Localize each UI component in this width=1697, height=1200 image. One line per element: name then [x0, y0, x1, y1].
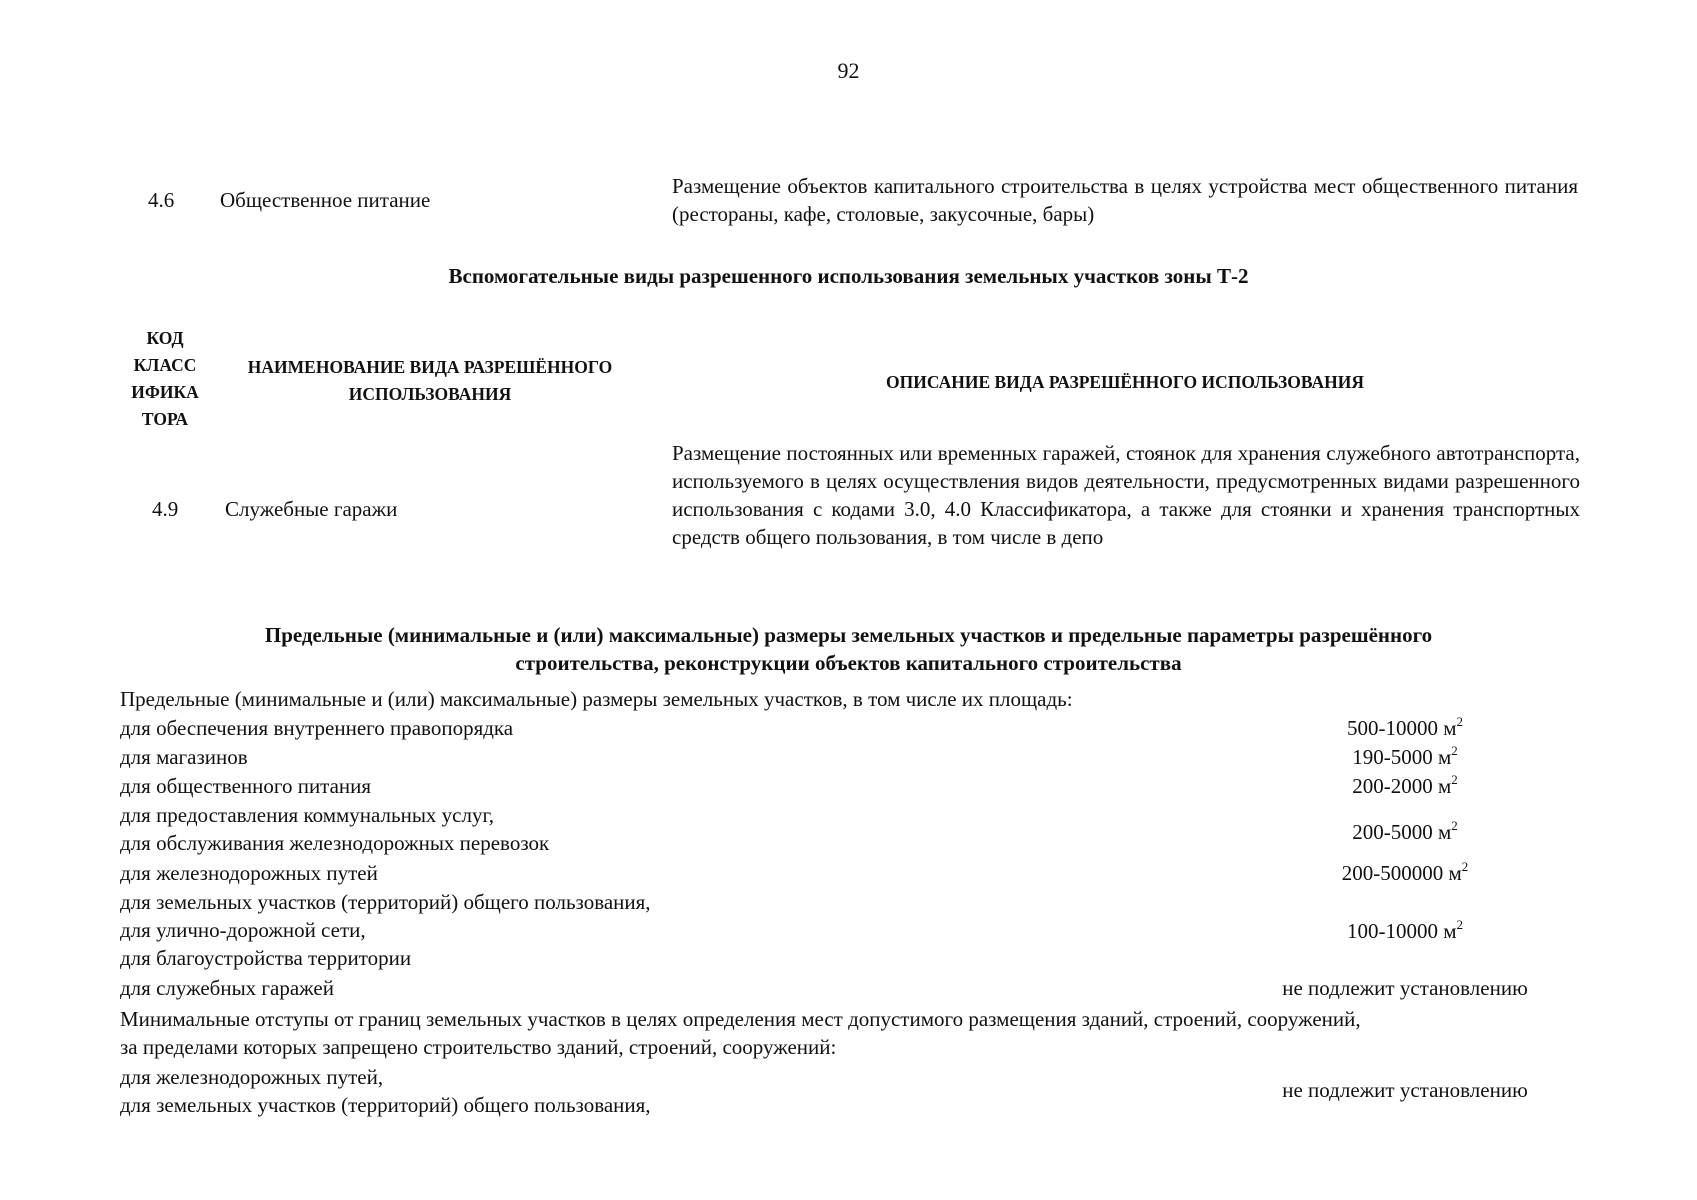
setbacks-label-line: для земельных участков (территорий) общего пользования,	[120, 1093, 651, 1117]
limit-unit: м	[1437, 774, 1452, 798]
limit-value-number: 200-2000	[1352, 774, 1433, 798]
top-row-description: Размещение объектов капитального строительства в целях устройства мест общественного питания (рестораны, кафе, столовые, закусочные, бары)	[672, 174, 1578, 226]
limits-title-line: Предельные (минимальные и (или) максимальные) размеры земельных участков и предельные параметры разрешённого	[264, 623, 1433, 647]
limit-value-number: 200-500000	[1341, 861, 1444, 885]
limit-unit-power: 2	[1456, 714, 1464, 729]
limit-label-line: для железнодорожных путей	[120, 861, 378, 885]
limit-label-line: для обеспечения внутреннего правопорядка	[120, 716, 514, 740]
limits-intro: Предельные (минимальные и (или) максимальные) размеры земельных участков, в том числе их площадь:	[120, 687, 1073, 711]
limit-unit-power: 2	[1456, 917, 1464, 932]
name-header-line: НАИМЕНОВАНИЕ ВИДА РАЗРЕШЁННОГО	[247, 357, 613, 377]
limit-unit-power: 2	[1451, 818, 1458, 833]
limit-label	[120, 743, 1270, 771]
name-header-line: ИСПОЛЬЗОВАНИЯ	[348, 384, 512, 404]
limit-value-number: 500-10000	[1346, 716, 1438, 740]
limit-label-line: для общественного питания	[120, 774, 372, 798]
limit-label	[120, 772, 1270, 800]
limit-value-number: 100-10000	[1346, 919, 1438, 943]
limits-title	[0, 621, 1697, 677]
limit-value	[1255, 743, 1555, 771]
auxiliary-section-title: Вспомогательные виды разрешенного использования земельных участков зоны Т-2	[448, 264, 1249, 288]
page-number: 92	[837, 58, 860, 83]
garages-value: не подлежит установлению	[1282, 976, 1528, 1000]
limits-title-line: строительства, реконструкции объектов капитального строительства	[515, 651, 1182, 675]
limit-value	[1255, 714, 1555, 742]
limit-value-number: 200-5000	[1352, 820, 1433, 844]
aux-row-code: 4.9	[152, 497, 179, 521]
setbacks-intro-line: Минимальные отступы от границ земельных участков в целях определения мест допустимого размещения зданий, строений, сооружений,	[120, 1007, 1361, 1031]
limit-value	[1255, 859, 1555, 887]
limit-label	[120, 801, 1270, 857]
limit-label-line: для обслуживания железнодорожных перевозок	[120, 831, 550, 855]
limit-label-line: для земельных участков (территорий) общего пользования,	[120, 890, 651, 914]
limit-unit: м	[1448, 861, 1462, 885]
setbacks-label	[120, 1063, 1270, 1119]
limit-unit-power: 2	[1451, 743, 1458, 758]
limit-unit: м	[1443, 716, 1457, 740]
limit-value	[1255, 772, 1555, 800]
aux-row-name: Служебные гаражи	[225, 497, 398, 521]
garages-label: для служебных гаражей	[120, 976, 334, 1000]
code-header-line: ИФИКА	[131, 382, 199, 402]
limit-value	[1255, 818, 1555, 846]
code-header-line: ТОРА	[141, 409, 189, 429]
limit-value	[1255, 917, 1555, 945]
limit-unit-power: 2	[1451, 772, 1458, 787]
limit-label	[120, 859, 1270, 887]
limit-unit: м	[1443, 919, 1457, 943]
limit-label-line: для магазинов	[120, 745, 248, 769]
limit-unit: м	[1437, 745, 1452, 769]
limit-value-number: 190-5000	[1352, 745, 1433, 769]
setbacks-intro-line: за пределами которых запрещено строительство зданий, строений, сооружений:	[120, 1035, 837, 1059]
top-row-name: Общественное питание	[220, 188, 431, 212]
description-column-header: ОПИСАНИЕ ВИДА РАЗРЕШЁННОГО ИСПОЛЬЗОВАНИЯ	[886, 372, 1364, 392]
limit-label-line: для улично-дорожной сети,	[120, 918, 366, 942]
limit-unit: м	[1437, 820, 1452, 844]
limit-label-line: для предоставления коммунальных услуг,	[120, 803, 494, 827]
limit-label-line: для благоустройства территории	[120, 946, 412, 970]
top-row-code: 4.6	[148, 188, 175, 212]
aux-row-description: Размещение постоянных или временных гаражей, стоянок для хранения служебного автотранспорта, используемого в целях осуществления видов деятельности, предусмотренных видами разрешенного использования с кодами 3.0, 4.0 Классификатора, а также для стоянки и хранения транспортных средств общего пользования, в том числе в депо	[672, 441, 1580, 549]
limit-label	[120, 888, 1270, 972]
setbacks-value: не подлежит установлению	[1282, 1078, 1528, 1102]
limit-unit-power: 2	[1461, 859, 1469, 874]
setbacks-label-line: для железнодорожных путей,	[120, 1065, 384, 1089]
code-header-line: КЛАСС	[133, 355, 197, 375]
code-column-header	[115, 325, 215, 433]
setbacks-intro	[120, 1005, 1361, 1061]
code-header-line: КОД	[146, 328, 184, 348]
limit-label	[120, 714, 1270, 742]
name-column-header	[220, 354, 640, 408]
